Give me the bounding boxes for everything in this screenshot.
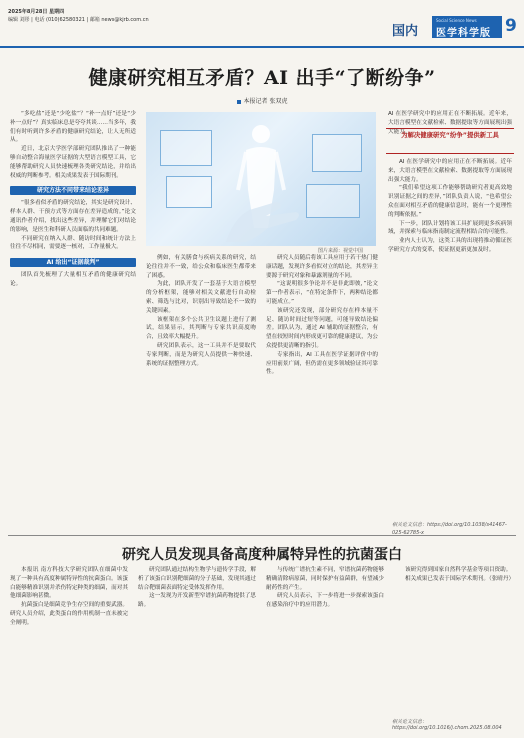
paragraph: “多吃盐”还是“少吃盐”？“补一点好”还是“少补一点好”？真实临床总是夸夸其谈……当多年，我们有时听到许多矛盾的健康研究结论，让人无所适从。 — [10, 111, 136, 144]
paragraph: AI 在医学研究中的应用正在不断拓展。近年来，大语言模型在文献检索、数据提取等方面展现出强大能力。 — [388, 159, 512, 183]
paragraph: 这一发现为开发新型窄谱抗菌药物提供了思路。 — [138, 593, 256, 609]
page-header — [0, 0, 524, 48]
a2-col1-paras — [10, 566, 128, 628]
article1-title: 健康研究相互矛盾？AI 出手“了断纷争” — [88, 67, 436, 89]
paragraph: 研究团队通过结构生物学与遗传学手段，解析了该蛋白识别靶细菌的分子基础，发现其通过结合靶细菌表面特定受体发挥作用。 — [138, 567, 256, 591]
date-line: 2025年8月28日 星期四 — [8, 9, 65, 15]
paragraph: “很多看似矛盾的研究结论，其实是研究设计、样本人群、干预方式等方面存在差异造成的。”论文通讯作者介绍，找出这些差异，并理解它们对结论的影响，是医生和科研人员面临的共同难题。 — [10, 200, 136, 233]
contact-line: 编辑 刘彤 | 电话 (010)62580321 | 邮箱 news@kjrb.com.cn — [8, 17, 149, 23]
section-label: 国内 — [392, 24, 419, 39]
hud-panel — [166, 176, 212, 208]
paragraph: 专家指出，AI 工具在医学证据评价中的应用前景广阔，但仍需在更多领域验证其可靠性。 — [266, 351, 378, 376]
brand-chinese: 医学科学版 — [436, 28, 491, 39]
paragraph: “这说明很多争论并不是非此即彼，”论文第一作者表示，“在特定条件下，两种结论都可能成立。” — [266, 281, 378, 305]
a2-col2-paras — [138, 566, 256, 610]
col1-paras — [10, 110, 136, 180]
article2-column-2 — [138, 566, 256, 734]
page-number: 9 — [505, 16, 517, 36]
image-caption: 图片来源：视觉中国 — [318, 248, 364, 254]
col4-paras — [388, 158, 512, 255]
paragraph: 该研究还发现，部分研究存在样本量不足、随访时间过短等问题，可能导致结论偏差。团队认为，通过 AI 辅助的证据整合，有望在较短时间内形成更可靠的健康建议，为公众提供更清晰的指引。 — [266, 307, 378, 349]
article2-column-3 — [266, 566, 384, 734]
paragraph: 近日，北京大学医学部研究团队推出了一种能够自动整合海量医学证据的大型语言模型工具，它能够帮助研究人员快速梳理各类研究结论，并给出权威的判断参考。相关成果发表于国际期刊。 — [10, 146, 136, 179]
sidebar-title: 为解决健康研究“纷争”提供新工具 — [401, 131, 499, 139]
brand-english: Social Science News — [436, 18, 477, 23]
paragraph: 该研究得到国家自然科学基金等项目资助。 — [405, 567, 512, 573]
a2-col4-paras — [394, 566, 515, 584]
paragraph: 研究团队表示，这一工具并不是要取代专家判断，而是为研究人员提供一种快速、系统的证据整理方式。 — [146, 342, 256, 367]
paragraph: 相关成果已发表于国际学术期刊。（张晴丹） — [405, 575, 515, 582]
col1c-paras — [10, 271, 136, 289]
article1-column-1 — [10, 110, 136, 530]
paragraph: “我们希望这项工作能够帮助研究者更高效地识别证据之间的差异，”团队负责人说，“也希望公众在面对相互矛盾的健康信息时，能有一个更理性的判断依据。” — [388, 185, 512, 218]
paragraph: 抗菌蛋白是细菌竞争生存空间的重要武器。研究人员介绍，此类蛋白的作用机制一直未被完全阐明。 — [10, 602, 128, 626]
col4-top-text: AI 在医学研究中的应用正在不断拓展。近年来，大语言模型在文献检索、数据提取等方面展现出强大能力。 — [388, 111, 512, 135]
hand-touch-icon — [216, 172, 306, 242]
paragraph: 不同研究在纳入人群、随访时间和统计方法上往往不尽相同，需要逐一核对，工作量极大。 — [10, 235, 136, 251]
subheading-1: 研究方法不同带来结论差异 — [10, 186, 136, 195]
col2-paras — [146, 254, 256, 368]
paragraph: 下一步，团队计划将该工具扩展到更多疾病领域，并探索与临床指南制定流程相结合的可能性。 — [388, 220, 512, 236]
paragraph: 为此，团队开发了一套基于大语言模型的分析框架，能够对相关文献进行自动检索、筛选与比对，识别出导致结论不一致的关键因素。 — [146, 281, 256, 314]
paragraph: 业内人士认为，这类工具的出现将推动循证医学研究方式的变革，使证据更新更加及时。 — [388, 238, 512, 253]
paragraph: 与传统广谱抗生素不同，窄谱抗菌药物能够精确清除病原菌，同时保护有益菌群，有望减少耐药性的产生。 — [266, 567, 384, 591]
paragraph: 团队首先梳理了大量相互矛盾的健康研究结论。 — [10, 272, 136, 287]
article1-image — [146, 112, 376, 246]
hud-panel — [160, 130, 212, 166]
paragraph: 本报讯 南方科技大学研究团队在细菌中发现了一种具有高度种属特异性的抗菌蛋白。该蛋白能够精准识别并杀伤特定种类的细菌，而对其他细菌影响甚微。 — [10, 567, 128, 600]
col3-paras — [266, 254, 378, 377]
hud-panel — [312, 134, 362, 172]
hud-panel — [306, 184, 360, 218]
article1-column-4 — [388, 158, 512, 518]
article1-byline — [0, 96, 524, 105]
paragraph: 例如，有关膳食与疾病关系的研究，结论往往并不一致，给公众和临床医生都带来了困惑。 — [146, 255, 256, 279]
paragraph: 该框架在多个公共卫生议题上进行了测试，结果显示，其判断与专家共识高度吻合，且效率大幅提升。 — [146, 316, 256, 341]
byline-marker-icon — [237, 100, 241, 104]
article2-doi: 相关论文信息：https://doi.org/10.1016/j.chom.2025.08.004 — [392, 719, 502, 731]
subheading-2: AI 给出“证据裁判” — [10, 258, 136, 267]
article2-title: 研究人员发现具备高度种属特异性的抗菌蛋白 — [122, 547, 402, 563]
article1-doi: 相关论文信息：https://doi.org/10.1038/s41467-025-62785-x — [392, 522, 507, 536]
header-meta — [8, 8, 208, 24]
article1-column-2 — [146, 254, 256, 530]
article2-column-4 — [394, 566, 515, 714]
article-divider — [8, 535, 516, 536]
paragraph: 研究人员随后将该工具应用于若干热门健康话题，发现许多看似对立的结论，其差异主要源于研究对象和暴露剂量的不同。 — [266, 255, 378, 279]
col1b-paras — [10, 199, 136, 252]
a2-col3-paras — [266, 566, 384, 610]
brand-block — [432, 16, 502, 38]
article2-column-1 — [10, 566, 128, 734]
article1-column-3 — [266, 254, 378, 530]
byline-text: 本报记者 张双虎 — [243, 98, 288, 105]
paragraph: 研究人员表示，下一步将进一步探索该蛋白在感染治疗中的应用潜力。 — [266, 593, 384, 609]
